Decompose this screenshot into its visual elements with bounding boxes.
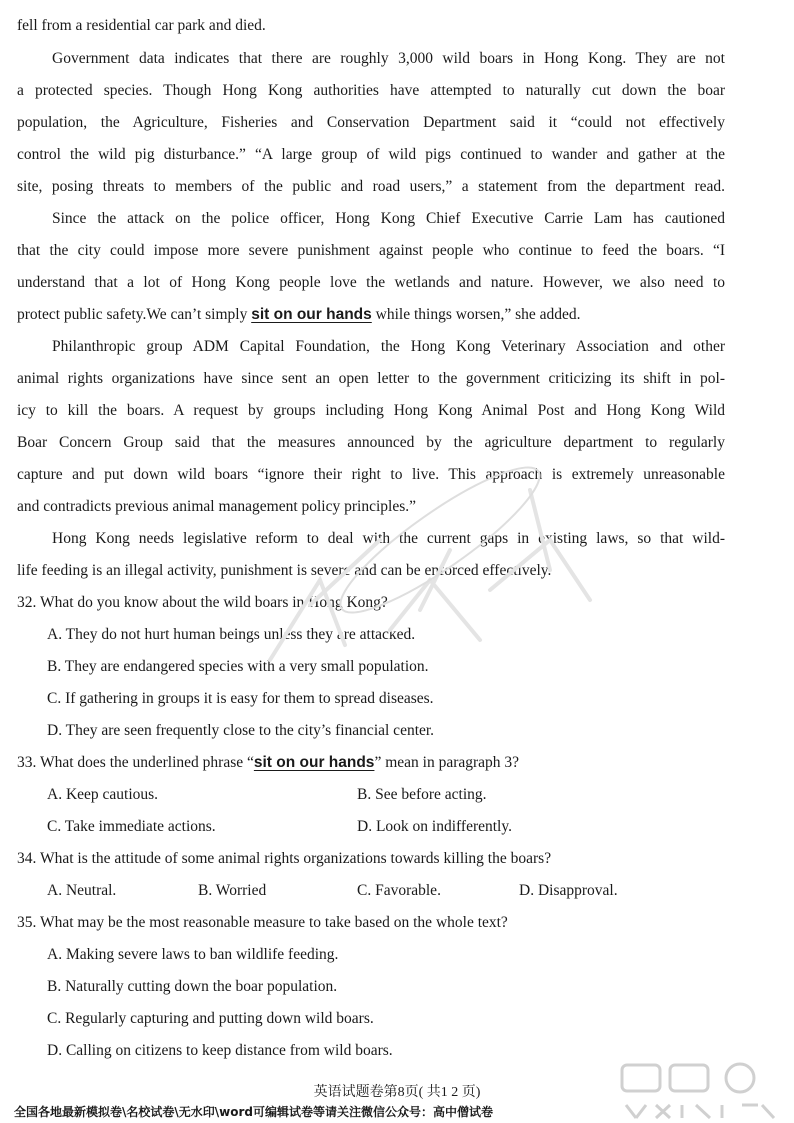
footer-notice: 全国各地最新模拟卷\名校试卷\无水印\word可编辑试卷等请关注微信公众号：高中僧试卷 <box>14 1105 493 1119</box>
question-34-option-c: C. Favorable. <box>357 882 441 899</box>
passage-line: icy to kill the boars. A request by groups including Hong Kong Animal Post and Hong Kong Wild <box>17 402 725 419</box>
question-35-option-b: B. Naturally cutting down the boar population. <box>47 978 338 995</box>
question-34-option-d: D. Disapproval. <box>519 882 618 899</box>
passage-line: fell from a residential car park and died. <box>17 17 266 34</box>
question-35-option-a: A. Making severe laws to ban wildlife feeding. <box>47 946 339 963</box>
question-34-option-b: B. Worried <box>198 882 267 899</box>
question-32-option-c: C. If gathering in groups it is easy for them to spread diseases. <box>47 690 434 707</box>
text-segment: protect public safety.We can’t simply <box>17 306 252 323</box>
question-35-option-c: C. Regularly capturing and putting down wild boars. <box>47 1010 374 1027</box>
question-33-option-b: B. See before acting. <box>357 786 487 803</box>
passage-line: site, posing threats to members of the public and road users,” a statement from the department read. <box>17 178 725 195</box>
question-34-option-a: A. Neutral. <box>47 882 117 899</box>
page-number: 英语试题卷第8页( 共1 2 页) <box>313 1085 481 1100</box>
passage-line: and contradicts previous animal management policy principles.” <box>17 498 416 515</box>
passage-line: Boar Concern Group said that the measures announced by the agriculture department to regularly <box>17 434 725 451</box>
passage-line: capture and put down wild boars “ignore their right to live. This approach is extremely unreasonable <box>17 466 725 483</box>
question-35-option-d: D. Calling on citizens to keep distance from wild boars. <box>47 1042 393 1059</box>
question-32-option-b: B. They are endangered species with a very small population. <box>47 658 429 675</box>
question-33-option-a: A. Keep cautious. <box>47 786 159 803</box>
question-32-stem: 32. What do you know about the wild boars in Hong Kong? <box>17 594 388 611</box>
passage-line: control the wild pig disturbance.” “A large group of wild pigs continued to wander and gather at the <box>17 146 725 163</box>
text-segment: 33. What does the underlined phrase “ <box>17 754 254 771</box>
question-35-stem: 35. What may be the most reasonable measure to take based on the whole text? <box>17 914 508 931</box>
question-33-option-c: C. Take immediate actions. <box>47 818 216 835</box>
question-32-option-d: D. They are seen frequently close to the city’s financial center. <box>47 722 435 739</box>
passage-line: Philanthropic group ADM Capital Foundation, the Hong Kong Veterinary Association and other <box>52 338 725 355</box>
question-32-option-a: A. They do not hurt human beings unless they are attacked. <box>47 626 416 643</box>
passage-line: life feeding is an illegal activity, punishment is severe and can be enforced effectively. <box>17 562 552 579</box>
passage-line: a protected species. Though Hong Kong authorities have attempted to naturally cut down the boar <box>17 82 725 99</box>
passage-line: population, the Agriculture, Fisheries and Conservation Department said it “could not effectively <box>17 114 725 131</box>
question-33-stem <box>17 753 519 773</box>
passage-line: Since the attack on the police officer, Hong Kong Chief Executive Carrie Lam has cautioned <box>52 210 725 227</box>
text-segment: while things worsen,” she added. <box>371 306 581 323</box>
passage-line: understand that a lot of Hong Kong people love the wetlands and nature. However, we also need to <box>17 274 725 291</box>
passage-line <box>17 305 725 325</box>
passage-line: animal rights organizations have since sent an open letter to the government criticizing its shift in pol- <box>17 370 725 387</box>
question-34-stem: 34. What is the attitude of some animal rights organizations towards killing the boars? <box>17 850 552 867</box>
underlined-phrase: sit on our hands <box>251 306 372 323</box>
underlined-phrase: sit on our hands <box>253 754 375 771</box>
passage-line: that the city could impose more severe punishment against people who continue to feed the boars. “I <box>17 242 725 259</box>
passage-line: Government data indicates that there are roughly 3,000 wild boars in Hong Kong. They are not <box>52 50 725 67</box>
question-33-option-d: D. Look on indifferently. <box>357 818 512 835</box>
text-segment: ” mean in paragraph 3? <box>374 754 520 771</box>
passage-line: Hong Kong needs legislative reform to deal with the current gaps in existing laws, so that wild- <box>52 530 725 547</box>
